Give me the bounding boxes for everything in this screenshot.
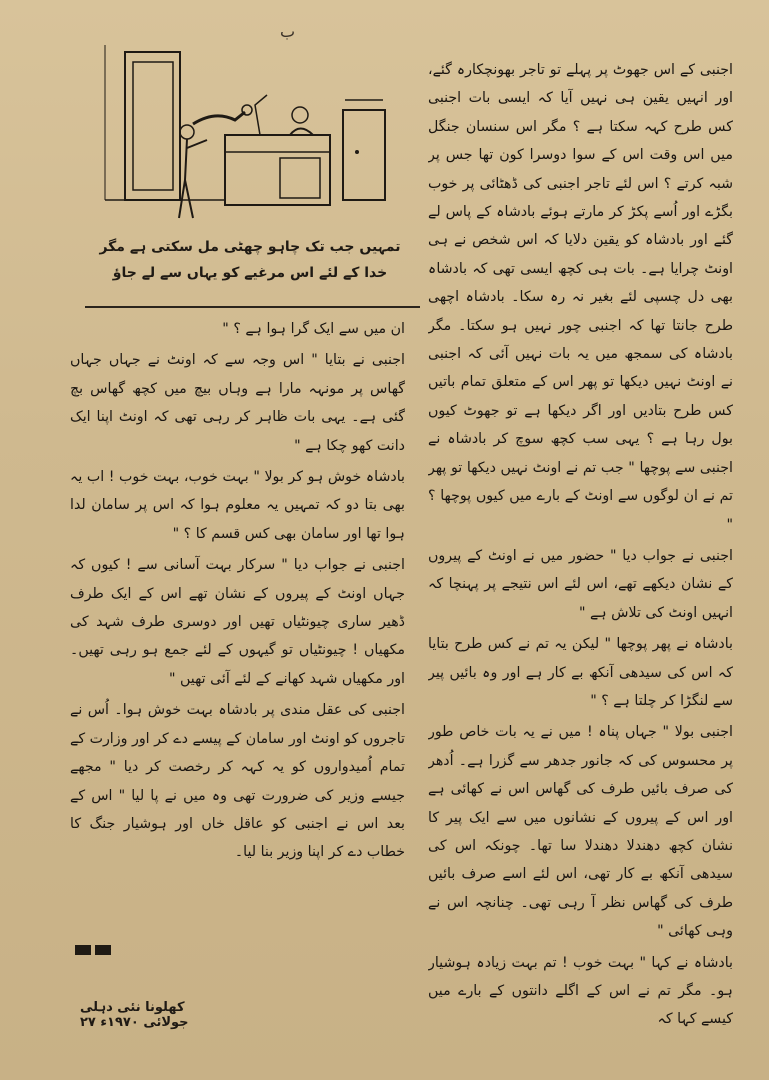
paragraph: اجنبی کے اس جھوٹ پر پہلے تو تاجر بھونچکارہ گئے، اور انہیں یقین ہی نہیں آیا کہ ایسی بات اجنبی کس طرح کہہ سکتا ہے ؟ مگر اس سنسان جنگل میں اس وقت اس کے سوا دوسرا کون تھا جس پر شبہ کرتے ؟ اس لئے تاجر اجنبی کی ڈھٹائی پر خوب بگڑے اور اُسے پکڑ کر مارتے ہوئے بادشاہ کے پاس لے گئے اور بادشاہ کو یقین دلایا کہ اس شخص نے ہی اونٹ چرایا ہے۔ بات ہی کچھ ایسی تھی کہ بادشاہ بھی دل چسپی لئے بغیر نہ رہ سکا۔ بادشاہ اچھی طرح جانتا تھا کہ اجنبی چور نہیں ہو سکتا۔ مگر بادشاہ کی سمجھ میں یہ بات نہیں آئی کہ اجنبی نے اونٹ نہیں دیکھا تو پھر اس کے متعلق تمام باتیں کس طرح بتادیں اور اگر دیکھا ہے تو جھوٹ کیوں بول رہا ہے ؟ یہی سب کچھ سوچ کر بادشاہ نے اجنبی سے پوچھا " جب تم نے اونٹ نہیں دیکھا تو پھر تم نے ان لوگوں سے اونٹ کے بارے میں کیوں پوچھا ؟ " — [428, 62, 733, 533]
paragraph: اجنبی نے جواب دیا " حضور میں نے اونٹ کے پیروں کے نشان دیکھے تھے، اس لئے اس نتیجے پر پہنچا کہ انہیں اونٹ کی تلاش ہے " — [428, 547, 733, 621]
paragraph: ان میں سے ایک گرا ہوا ہے ؟ " — [222, 321, 405, 337]
right-column — [428, 56, 733, 1066]
paragraph: اجنبی نے بتایا " اس وجہ سے کہ اونٹ نے جہاں جہاں گھاس پر مونہہ مارا ہے وہاں بیچ میں کچھ گھاس بچ گئی ہے۔ یہی بات ظاہر کر رہی تھی کہ اونٹ اپنا ایک دانت کھو چکا ہے " — [70, 352, 405, 454]
paragraph: اجنبی بولا " جہاں پناہ ! میں نے یہ بات خاص طور پر محسوس کی کہ جانور جدھر سے گزرا ہے۔ اُدھر کی صرف بائیں طرف کی گھاس اس نے کھائی ہے اور اس کے پیروں کے نشانوں میں سے ایک پیر کا نشان کچھ دھندلا دھندلا سا تھا۔ چونکہ اس کی سیدھی آنکھ بے کار تھی، اس لئے اسے صرف بائیں طرف کی گھاس نظر آ رہی تھی۔ چنانچہ اس نے وہی کھائی " — [428, 724, 733, 940]
paragraph: بادشاہ نے کہا " بہت خوب ! تم بہت زیادہ ہوشیار ہو۔ مگر تم نے اس کے اگلے دانتوں کے بارے میں کیسے کہا کہ — [428, 954, 733, 1028]
end-of-story-mark — [75, 940, 115, 954]
paragraph: اجنبی نے جواب دیا " سرکار بہت آسانی سے ! کیوں کہ جہاں اونٹ کے پیروں کے نشان تھے اس کے ایک طرف ڈھیر ساری چیونٹیاں تھیں اور دوسری طرف شہد کی مکھیاں ! چیونٹیاں تو گیہوں کے لئے جمع ہو رہی تھیں۔ اور مکھیاں شہد کھانے کے لئے آئی تھیں " — [70, 557, 405, 687]
paragraph: بادشاہ خوش ہو کر بولا " بہت خوب، بہت خوب ! اب یہ بھی بتا دو کہ تمہیں یہ معلوم ہوا کہ اس پر سامان لدا ہوا تھا اور سامان بھی کس قسم کا ؟ " — [70, 469, 405, 542]
paragraph: اجنبی کی عقل مندی پر بادشاہ بہت خوش ہوا۔ اُس نے تاجروں کو اونٹ اور سامان کے پیسے دے کر اور وزارت کے تمام اُمیدواروں کو یہ کہہ کر رخصت کر دیا " مجھے جیسے وزیر کی ضرورت تھی وہ میں نے پا لیا " اس کے بعد اس نے اجنبی کو عاقل خاں اور ہوشیار جنگ کا خطاب دے کر اپنا وزیر بنا لیا۔ — [70, 702, 405, 861]
page-footer: کھلونا نئی دہلی جولائی ۱۹۷۰ء ۲۷ — [80, 1000, 189, 1030]
header-mark: ب — [280, 22, 296, 41]
section-divider — [85, 306, 420, 308]
left-column — [70, 315, 405, 975]
caption-line-2: خدا کے لئے اس مرغیے کو یہاں سے لے جاؤ — [112, 265, 388, 281]
cartoon-illustration — [95, 40, 395, 240]
caption-line-1: تمہیں جب تک چاہو چھٹی مل سکتی ہے مگر — [99, 239, 401, 255]
cartoon-caption — [95, 234, 405, 286]
paragraph: بادشاہ نے پھر پوچھا " لیکن یہ تم نے کس طرح بتایا کہ اس کی سیدھی آنکھ بے کار ہے اور وہ بائیں پیر سے لنگڑا کر چلتا ہے ؟ " — [428, 636, 733, 709]
